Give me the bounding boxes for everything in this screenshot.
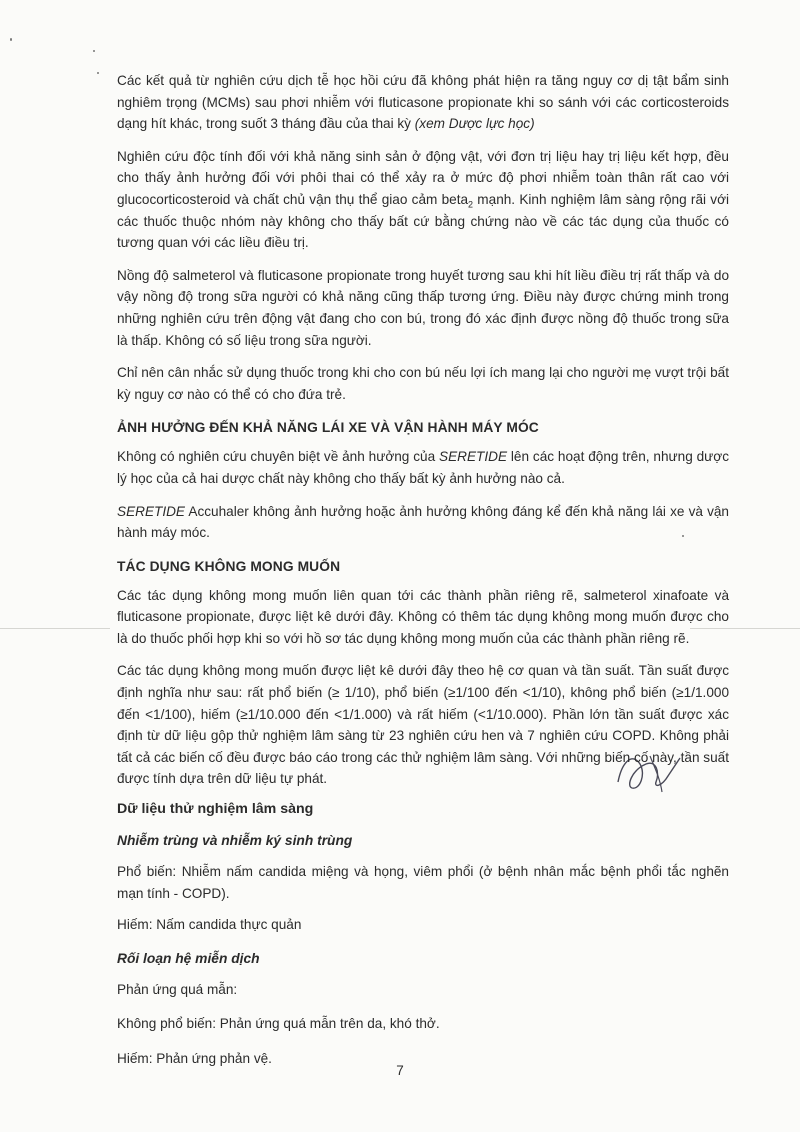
category-heading-immune: Rối loạn hệ miễn dịch — [117, 950, 260, 966]
item-infections-common: Phổ biến: Nhiễm nấm candida miệng và họng, viêm phổi (ở bệnh nhân mắc bệnh phổi tắc nghẽn mạn tính - COPD). — [117, 864, 729, 901]
scan-artifact-line — [0, 628, 110, 629]
paragraph-adverse-frequency: Các tác dụng không mong muốn được liệt kê dưới đây theo hệ cơ quan và tần suất. Tần suất được định nghĩa như sau: rất phổ biến (≥ 1/10), phổ biến (≥1/100 đến <1/10), không phổ biến (≥1/1.000 đến <1/100), hiếm (≥1/10.000 đến <1/1.000) và rất hiếm (<1/10.000). Phần lớn tần suất được xác định từ dữ liệu gộp thử nghiệm lâm sàng từ 23 nghiên cứu hen và 7 nghiên cứu COPD. Không phải tất cả các biến cố đều được báo cáo trong các thử nghiệm lâm sàng. Với những biến cố này, tần suất được tính dựa trên dữ liệu tự phát. — [117, 663, 729, 787]
brand-name: SERETIDE — [117, 503, 185, 519]
scan-speck — [93, 50, 95, 52]
page-number: 7 — [396, 1063, 404, 1078]
document-body — [117, 70, 729, 1080]
item-infections-rare: Hiếm: Nấm candida thực quản — [117, 917, 302, 933]
item-immune-uncommon: Không phổ biến: Phản ứng quá mẫn trên da, khó thở. — [117, 1016, 440, 1032]
paragraph-epidemiology — [117, 70, 729, 135]
section-heading-driving: ẢNH HƯỞNG ĐẾN KHẢ NĂNG LÁI XE VÀ VẬN HÀNH MÁY MÓC — [117, 420, 539, 436]
paragraph-text: lên các hoạt động trên, nhưng dược lý học của cả hai dược chất này không cho thấy bất kỳ ảnh hưởng nào cả. — [117, 449, 729, 486]
brand-name: SERETIDE — [439, 449, 508, 465]
paragraph-reproductive-toxicity — [117, 146, 729, 254]
paragraph-adverse-1: Các tác dụng không mong muốn liên quan tới các thành phần riêng rẽ, salmeterol xinafoate và fluticasone propionate, được liệt kê dưới đây. Không có thêm tác dụng không mong muốn được cho là do thuốc phối hợp khi so với hồ sơ tác dụng không mong muốn của các thành phần riêng rẽ. — [117, 587, 729, 646]
category-heading-infections: Nhiễm trùng và nhiễm ký sinh trùng — [117, 833, 353, 849]
subscript: 2 — [468, 199, 474, 210]
paragraph-text: mạnh. Kinh nghiệm lâm sàng rộng rãi với các thuốc thuộc nhóm này không cho thấy bất cứ bằng chứng nào về các tác dụng của thuốc có tương quan với các liều điều trị. — [117, 191, 729, 251]
subsection-heading-clinical-data: Dữ liệu thử nghiệm lâm sàng — [117, 801, 314, 818]
paragraph-text: Accuhaler không ảnh hưởng hoặc ảnh hưởng không đáng kể đến khả năng lái xe và vận hành máy móc. — [117, 503, 729, 541]
item-immune-rare: Hiếm: Phản ứng phản vệ. — [117, 1051, 272, 1066]
paragraph-text: Các kết quả từ nghiên cứu dịch tễ học hồi cứu đã không phát hiện ra tăng nguy cơ dị tật bẩm sinh nghiêm trọng (MCMs) sau phơi nhiễm với fluticasone propionate khi so sánh với các corticosteroids dạng hít khác, trong suốt 3 tháng đầu của thai kỳ — [117, 73, 729, 132]
scan-speck — [10, 38, 12, 41]
paragraph-breastfeeding-advice: Chỉ nên cân nhắc sử dụng thuốc trong khi cho con bú nếu lợi ích mang lại cho người mẹ vượt trội bất kỳ nguy cơ nào có thể có cho đứa trẻ. — [117, 365, 729, 402]
paragraph-driving-1 — [117, 446, 729, 489]
paragraph-text: Nghiên cứu độc tính đối với khả năng sinh sản ở động vật, với đơn trị liệu hay trị liệu kết hợp, đều cho thấy ảnh hưởng đối với phôi thai có thể xảy ra ở mức độ phơi nhiễm toàn thân rất cao với glucocorticosteroid và chất chủ vận thụ thể giao cảm beta — [117, 148, 729, 207]
paragraph-driving-2 — [117, 501, 729, 544]
paragraph-text: Không có nghiên cứu chuyên biệt về ảnh hưởng của — [117, 449, 440, 465]
paragraph-breast-milk: Nồng độ salmeterol và fluticasone propionate trong huyết tương sau khi hít liều điều trị rất thấp và do vậy nồng độ trong sữa người có khả năng cũng thấp tương ứng. Điều này được chứng minh trong những nghiên cứu trên động vật đang cho con bú, trong đó xác định được nồng độ thuốc trong sữa là thấp. Không có số liệu trong sữa người. — [117, 267, 729, 348]
item-immune-intro: Phản ứng quá mẫn: — [117, 981, 238, 997]
scan-speck — [97, 72, 99, 74]
cross-reference: (xem Dược lực học) — [414, 116, 535, 132]
section-heading-adverse-effects: TÁC DỤNG KHÔNG MONG MUỐN — [117, 558, 341, 574]
